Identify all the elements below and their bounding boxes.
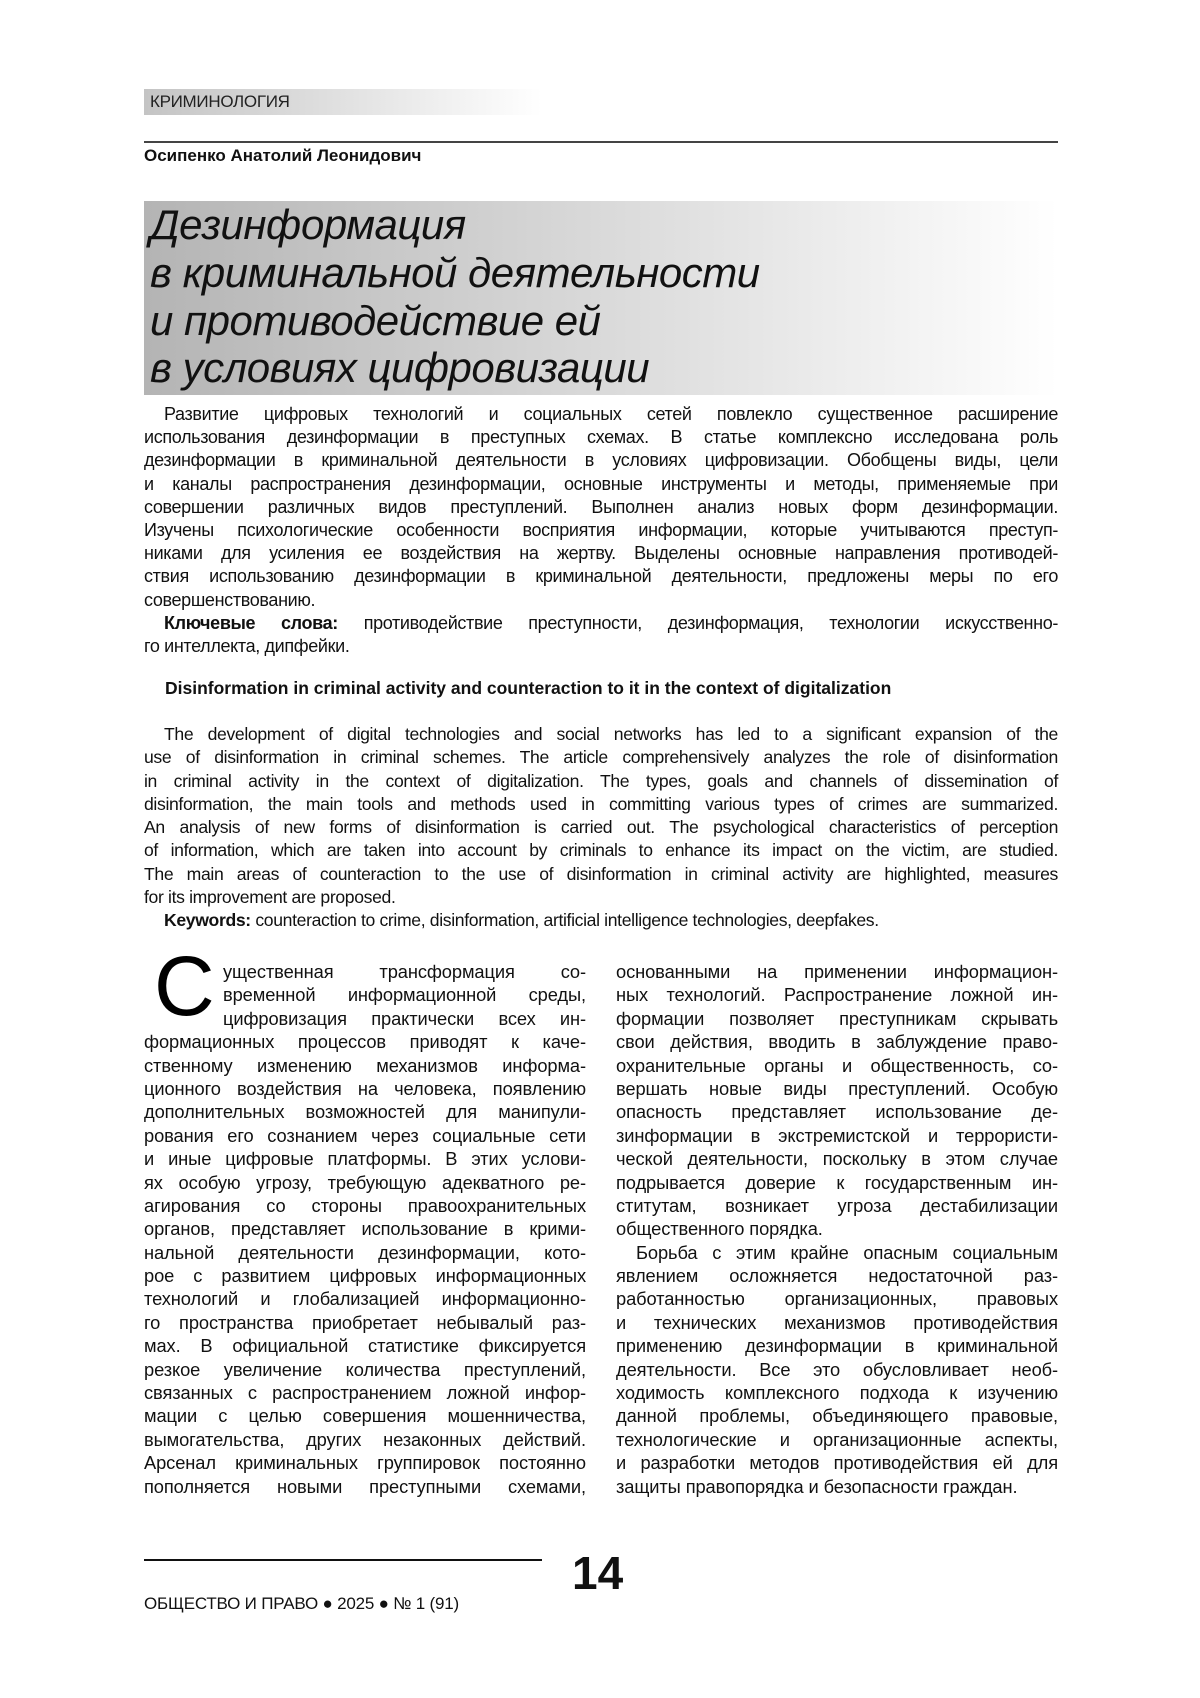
text-line: The main areas of counteraction to the use of disinformation in criminal activity are highlighted, measures — [144, 863, 1058, 886]
text-line: и технических механизмов противодействия — [616, 1311, 1058, 1334]
abstract-ru — [144, 403, 1058, 658]
text-line: органов, представляет использование в крими- — [144, 1217, 586, 1240]
text-line: цифровизация практически всех ин- — [144, 1007, 586, 1030]
text-line: подрывается доверие к государственным ин- — [616, 1171, 1058, 1194]
text-line: ститутам, возникает угроза дестабилизации — [616, 1194, 1058, 1217]
header-divider — [144, 141, 1058, 143]
text-line: данной проблемы, объединяющего правовые, — [616, 1404, 1058, 1427]
abstract-en — [144, 723, 1058, 933]
english-title: Disinformation in criminal activity and counteraction to it in the context of digitalization — [165, 678, 891, 699]
text-line: основанными на применении информацион- — [616, 960, 1058, 983]
title-line: в криминальной деятельности — [150, 249, 760, 297]
text-line: дополнительных возможностей для манипули- — [144, 1100, 586, 1123]
text-line: го пространства приобретает небывалый раз- — [144, 1311, 586, 1334]
text-line: деятельности. Все это обусловливает необ- — [616, 1358, 1058, 1381]
body-column-right — [616, 960, 1058, 1498]
title-line: Дезинформация — [150, 201, 466, 249]
keywords-label: Keywords: — [164, 910, 251, 930]
keywords-en — [144, 909, 1058, 932]
keywords-ru — [144, 612, 1058, 635]
text-line: ствия использованию дезинформации в криминальной деятельности, предложены меры по его — [144, 565, 1058, 588]
text-line: технологий и глобализацией информационно- — [144, 1287, 586, 1310]
text-line: общественного порядка. — [616, 1217, 1058, 1240]
text-line: зинформации в экстремистской и террористи- — [616, 1124, 1058, 1147]
text-line: и каналы распространения дезинформации, основные инструменты и методы, применяемые при — [144, 473, 1058, 496]
text-line: disinformation, the main tools and methods used in committing various types of crimes are summarized. — [144, 793, 1058, 816]
text-line: вершать новые виды преступлений. Особую — [616, 1077, 1058, 1100]
text-line: ных технологий. Распространение ложной ин- — [616, 983, 1058, 1006]
text-line: ционного воздействия на человека, появлению — [144, 1077, 586, 1100]
text-line: временной информационной среды, — [144, 983, 586, 1006]
text-line: Изучены психологические особенности восприятия информации, которые учитываются преступ- — [144, 519, 1058, 542]
text-line: Борьба с этим крайне опасным социальным — [616, 1241, 1058, 1264]
keywords-label: Ключевые слова: — [164, 613, 338, 633]
text-line: никами для усиления ее воздействия на жертву. Выделены основные направления противодей- — [144, 542, 1058, 565]
body-column-left — [144, 960, 586, 1498]
text-line: технологические и организационные аспекты, — [616, 1428, 1058, 1451]
text-line: совершенствованию. — [144, 589, 1058, 612]
author-name: Осипенко Анатолий Леонидович — [144, 146, 421, 166]
text-line: формации позволяет преступникам скрывать — [616, 1007, 1058, 1030]
text-line: ственному изменению механизмов информа- — [144, 1054, 586, 1077]
text-line: совершении различных видов преступлений. Выполнен анализ новых форм дезинформации. — [144, 496, 1058, 519]
text-line: ходимость комплексного подхода к изучению — [616, 1381, 1058, 1404]
text-line: ущественная трансформация со- — [144, 960, 586, 983]
rubric-label: КРИМИНОЛОГИЯ — [150, 92, 290, 112]
text-line: и иные цифровые платформы. В этих услови- — [144, 1147, 586, 1170]
drop-cap: С — [154, 944, 215, 1028]
text-line: рования его сознанием через социальные сети — [144, 1124, 586, 1147]
article-title — [144, 201, 1058, 395]
text-line: рое с развитием цифровых информационных — [144, 1264, 586, 1287]
text-line: защиты правопорядка и безопасности граждан. — [616, 1475, 1058, 1498]
text-line: связанных с распространением ложной инфор- — [144, 1381, 586, 1404]
text-line: мах. В официальной статистике фиксируется — [144, 1334, 586, 1357]
text-line: An analysis of new forms of disinformation is carried out. The psychological characteristics of perception — [144, 816, 1058, 839]
text-line: формационных процессов приводят к каче- — [144, 1030, 586, 1053]
text-line: использования дезинформации в преступных схемах. В статье комплексно исследована роль — [144, 426, 1058, 449]
keywords-ru-cont: го интеллекта, дипфейки. — [144, 635, 1058, 658]
text-line: нальной деятельности дезинформации, кото- — [144, 1241, 586, 1264]
title-line: и противодействие ей — [150, 297, 601, 345]
text-line: in criminal activity in the context of digitalization. The types, goals and channels of dissemination of — [144, 770, 1058, 793]
footer-divider — [144, 1559, 542, 1561]
text-line: вымогательства, других незаконных действий. — [144, 1428, 586, 1451]
section-rubric — [144, 89, 542, 115]
text-line: The development of digital technologies and social networks has led to a significant expansion of the — [144, 723, 1058, 746]
text-line: мации с целью совершения мошенничества, — [144, 1404, 586, 1427]
text-line: use of disinformation in criminal schemes. The article comprehensively analyzes the role of disinformation — [144, 746, 1058, 769]
keywords-text: противодействие преступности, дезинформация, технологии искусственно- — [364, 613, 1058, 633]
text-line: свои действия, вводить в заблуждение право- — [616, 1030, 1058, 1053]
text-line: явлением осложняется недостаточной раз- — [616, 1264, 1058, 1287]
text-line: агирования со стороны правоохранительных — [144, 1194, 586, 1217]
text-line: опасность представляет использование де- — [616, 1100, 1058, 1123]
text-line: Развитие цифровых технологий и социальных сетей повлекло существенное расширение — [144, 403, 1058, 426]
text-line: of information, which are taken into account by criminals to enhance its impact on the victim, are studied. — [144, 839, 1058, 862]
text-line: дезинформации в криминальной деятельности в условиях цифровизации. Обобщены виды, цели — [144, 449, 1058, 472]
text-line: Арсенал криминальных группировок постоянно — [144, 1451, 586, 1474]
text-line: резкое увеличение количества преступлений, — [144, 1358, 586, 1381]
text-line: применению дезинформации в криминальной — [616, 1334, 1058, 1357]
keywords-text: counteraction to crime, disinformation, artificial intelligence technologies, deepfakes. — [255, 910, 878, 930]
text-line: охранительные органы и общественность, со- — [616, 1054, 1058, 1077]
text-line: и разработки методов противодействия ей для — [616, 1451, 1058, 1474]
text-line: пополняется новыми преступными схемами, — [144, 1475, 586, 1498]
journal-issue: ОБЩЕСТВО И ПРАВО ● 2025 ● № 1 (91) — [144, 1594, 459, 1614]
text-line: for its improvement are proposed. — [144, 886, 1058, 909]
title-line: в условиях цифровизации — [150, 344, 649, 392]
page-number: 14 — [572, 1548, 623, 1598]
text-line: ческой деятельности, поскольку в этом случае — [616, 1147, 1058, 1170]
text-line: работанностью организационных, правовых — [616, 1287, 1058, 1310]
text-line: ях особую угрозу, требующую адекватного ре- — [144, 1171, 586, 1194]
